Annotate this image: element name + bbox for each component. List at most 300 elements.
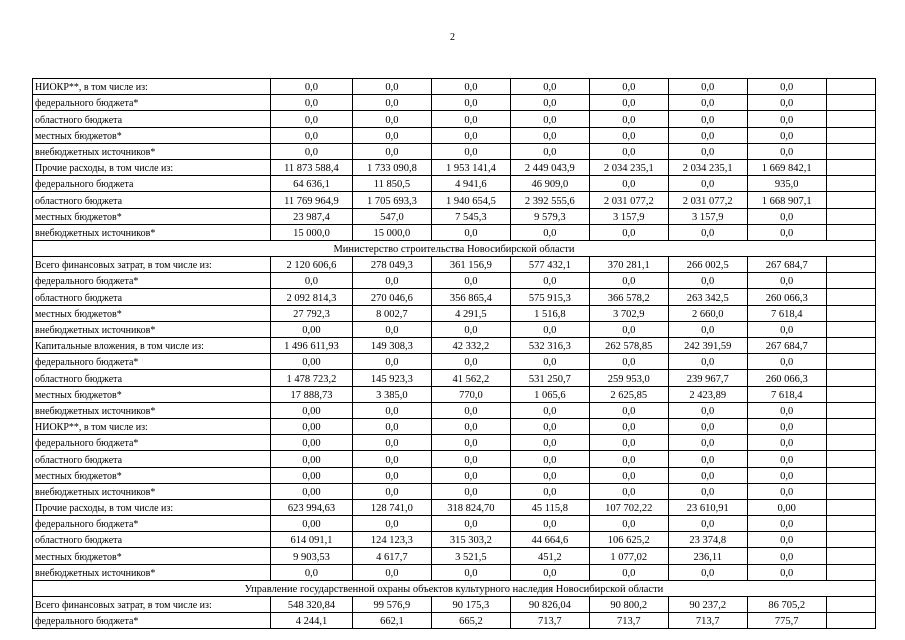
value-cell: 3 157,9: [589, 208, 668, 224]
value-cell: 11 873 588,4: [270, 159, 352, 175]
value-cell: 366 578,2: [589, 289, 668, 305]
value-cell: 0,0: [510, 564, 589, 580]
value-cell: 0,0: [431, 564, 510, 580]
table-row: [33, 79, 876, 95]
value-cell: 0,00: [270, 435, 352, 451]
value-cell: 0,00: [270, 516, 352, 532]
row-label: внебюджетных источников*: [33, 143, 271, 159]
value-cell: 0,0: [668, 176, 747, 192]
empty-cell: [826, 321, 875, 337]
row-label: областного бюджета: [33, 192, 271, 208]
value-cell: 575 915,3: [510, 289, 589, 305]
value-cell: 0,0: [352, 95, 431, 111]
value-cell: 1 065,6: [510, 386, 589, 402]
value-cell: 0,0: [589, 418, 668, 434]
value-cell: 0,0: [431, 435, 510, 451]
value-cell: 713,7: [668, 613, 747, 629]
empty-cell: [826, 483, 875, 499]
value-cell: 0,0: [352, 451, 431, 467]
row-label: федерального бюджета*: [33, 95, 271, 111]
value-cell: 0,0: [747, 273, 826, 289]
table-row: [33, 127, 876, 143]
value-cell: 532 316,3: [510, 338, 589, 354]
value-cell: 0,0: [589, 95, 668, 111]
value-cell: 2 092 814,3: [270, 289, 352, 305]
table-row: [33, 483, 876, 499]
empty-cell: [826, 370, 875, 386]
row-label: областного бюджета: [33, 111, 271, 127]
row-label: внебюджетных источников*: [33, 564, 271, 580]
value-cell: 107 702,22: [589, 499, 668, 515]
value-cell: 0,0: [747, 95, 826, 111]
empty-cell: [826, 111, 875, 127]
value-cell: 90 800,2: [589, 597, 668, 613]
value-cell: 106 625,2: [589, 532, 668, 548]
value-cell: 3 157,9: [668, 208, 747, 224]
value-cell: 0,0: [431, 79, 510, 95]
value-cell: 370 281,1: [589, 257, 668, 273]
value-cell: 0,0: [510, 516, 589, 532]
value-cell: 262 578,85: [589, 338, 668, 354]
value-cell: 8 002,7: [352, 305, 431, 321]
value-cell: 0,00: [270, 483, 352, 499]
empty-cell: [826, 386, 875, 402]
row-label: внебюджетных источников*: [33, 402, 271, 418]
table-row: [33, 208, 876, 224]
empty-cell: [826, 257, 875, 273]
value-cell: 0,0: [589, 224, 668, 240]
value-cell: 1 496 611,93: [270, 338, 352, 354]
value-cell: 0,0: [747, 208, 826, 224]
table-row: [33, 321, 876, 337]
value-cell: 0,0: [747, 402, 826, 418]
empty-cell: [826, 467, 875, 483]
table-row: [33, 402, 876, 418]
value-cell: 1 478 723,2: [270, 370, 352, 386]
value-cell: 665,2: [431, 613, 510, 629]
table-row: [33, 176, 876, 192]
value-cell: 2 392 555,6: [510, 192, 589, 208]
row-label: НИОКР**, в том числе из:: [33, 79, 271, 95]
row-label: Прочие расходы, в том числе из:: [33, 159, 271, 175]
value-cell: 128 741,0: [352, 499, 431, 515]
row-label: федерального бюджета*: [33, 613, 271, 629]
value-cell: 0,0: [352, 143, 431, 159]
value-cell: 27 792,3: [270, 305, 352, 321]
value-cell: 2 031 077,2: [589, 192, 668, 208]
empty-cell: [826, 176, 875, 192]
table-row: [33, 467, 876, 483]
value-cell: 0,00: [270, 418, 352, 434]
value-cell: 23 374,8: [668, 532, 747, 548]
value-cell: 11 769 964,9: [270, 192, 352, 208]
value-cell: 0,0: [747, 79, 826, 95]
section-title: Управление государственной охраны объектов культурного наследия Новосибирской области: [33, 580, 876, 596]
value-cell: 0,0: [747, 127, 826, 143]
value-cell: 263 342,5: [668, 289, 747, 305]
value-cell: 0,0: [431, 273, 510, 289]
value-cell: 0,0: [431, 224, 510, 240]
table-row: [33, 613, 876, 629]
value-cell: 713,7: [510, 613, 589, 629]
row-label: федерального бюджета*: [33, 273, 271, 289]
row-label: областного бюджета: [33, 532, 271, 548]
value-cell: 2 034 235,1: [668, 159, 747, 175]
value-cell: 260 066,3: [747, 370, 826, 386]
value-cell: 1 077,02: [589, 548, 668, 564]
row-label: НИОКР**, в том числе из:: [33, 418, 271, 434]
row-label: федерального бюджета*: [33, 516, 271, 532]
row-label: областного бюджета: [33, 289, 271, 305]
value-cell: 361 156,9: [431, 257, 510, 273]
value-cell: 2 423,89: [668, 386, 747, 402]
value-cell: 0,0: [668, 483, 747, 499]
value-cell: 145 923,3: [352, 370, 431, 386]
value-cell: 0,0: [510, 111, 589, 127]
value-cell: 2 034 235,1: [589, 159, 668, 175]
value-cell: 90 175,3: [431, 597, 510, 613]
value-cell: 614 091,1: [270, 532, 352, 548]
row-label: федерального бюджета*: [33, 435, 271, 451]
value-cell: 23 610,91: [668, 499, 747, 515]
value-cell: 7 618,4: [747, 386, 826, 402]
value-cell: 0,0: [510, 273, 589, 289]
value-cell: 0,0: [431, 354, 510, 370]
value-cell: 935,0: [747, 176, 826, 192]
value-cell: 0,0: [589, 111, 668, 127]
value-cell: 0,0: [510, 467, 589, 483]
value-cell: 0,00: [270, 321, 352, 337]
value-cell: 0,0: [270, 95, 352, 111]
empty-cell: [826, 613, 875, 629]
value-cell: 260 066,3: [747, 289, 826, 305]
row-label: Всего финансовых затрат, в том числе из:: [33, 597, 271, 613]
value-cell: 0,0: [747, 354, 826, 370]
value-cell: 7 618,4: [747, 305, 826, 321]
value-cell: 41 562,2: [431, 370, 510, 386]
value-cell: 531 250,7: [510, 370, 589, 386]
value-cell: 0,0: [352, 127, 431, 143]
value-cell: 1 733 090,8: [352, 159, 431, 175]
table-row: [33, 143, 876, 159]
empty-cell: [826, 224, 875, 240]
value-cell: 0,0: [589, 143, 668, 159]
row-label: Всего финансовых затрат, в том числе из:: [33, 257, 271, 273]
value-cell: 1 953 141,4: [431, 159, 510, 175]
value-cell: 0,0: [352, 111, 431, 127]
table-row: [33, 95, 876, 111]
value-cell: 4 941,6: [431, 176, 510, 192]
value-cell: 770,0: [431, 386, 510, 402]
empty-cell: [826, 354, 875, 370]
value-cell: 86 705,2: [747, 597, 826, 613]
value-cell: 2 031 077,2: [668, 192, 747, 208]
empty-cell: [826, 305, 875, 321]
row-label: местных бюджетов*: [33, 386, 271, 402]
value-cell: 315 303,2: [431, 532, 510, 548]
value-cell: 0,0: [431, 95, 510, 111]
value-cell: 270 046,6: [352, 289, 431, 305]
value-cell: 0,0: [668, 451, 747, 467]
value-cell: 0,0: [510, 483, 589, 499]
value-cell: 0,0: [510, 402, 589, 418]
value-cell: 0,0: [352, 321, 431, 337]
value-cell: 451,2: [510, 548, 589, 564]
value-cell: 90 826,04: [510, 597, 589, 613]
row-label: внебюджетных источников*: [33, 483, 271, 499]
value-cell: 44 664,6: [510, 532, 589, 548]
value-cell: 0,0: [747, 111, 826, 127]
table-row: [33, 257, 876, 273]
value-cell: 17 888,73: [270, 386, 352, 402]
empty-cell: [826, 564, 875, 580]
value-cell: 0,0: [668, 516, 747, 532]
table-row: [33, 516, 876, 532]
page-number: 2: [450, 32, 455, 43]
value-cell: 0,0: [589, 176, 668, 192]
value-cell: 2 660,0: [668, 305, 747, 321]
value-cell: 0,0: [431, 483, 510, 499]
empty-cell: [826, 548, 875, 564]
value-cell: 0,0: [510, 354, 589, 370]
value-cell: 713,7: [589, 613, 668, 629]
table-row: [33, 289, 876, 305]
value-cell: 0,0: [510, 321, 589, 337]
empty-cell: [826, 499, 875, 515]
value-cell: 3 385,0: [352, 386, 431, 402]
value-cell: 0,0: [747, 451, 826, 467]
value-cell: 267 684,7: [747, 338, 826, 354]
value-cell: 278 049,3: [352, 257, 431, 273]
value-cell: 0,0: [352, 483, 431, 499]
value-cell: 0,0: [352, 564, 431, 580]
row-label: Капитальные вложения, в том числе из:: [33, 338, 271, 354]
row-label: местных бюджетов*: [33, 548, 271, 564]
empty-cell: [826, 273, 875, 289]
value-cell: 0,0: [668, 321, 747, 337]
row-label: федерального бюджета: [33, 176, 271, 192]
value-cell: 0,0: [589, 79, 668, 95]
value-cell: 0,0: [747, 532, 826, 548]
value-cell: 267 684,7: [747, 257, 826, 273]
value-cell: 149 308,3: [352, 338, 431, 354]
value-cell: 0,0: [747, 143, 826, 159]
section-header-row: [33, 240, 876, 256]
table-row: [33, 354, 876, 370]
value-cell: 0,0: [668, 79, 747, 95]
value-cell: 0,0: [668, 143, 747, 159]
value-cell: 1 705 693,3: [352, 192, 431, 208]
table-row: [33, 499, 876, 515]
value-cell: 0,0: [589, 483, 668, 499]
row-label: местных бюджетов*: [33, 467, 271, 483]
row-label: внебюджетных источников*: [33, 321, 271, 337]
value-cell: 0,0: [668, 402, 747, 418]
empty-cell: [826, 418, 875, 434]
empty-cell: [826, 127, 875, 143]
value-cell: 775,7: [747, 613, 826, 629]
table-row: [33, 370, 876, 386]
row-label: федерального бюджета*: [33, 354, 271, 370]
value-cell: 0,0: [431, 127, 510, 143]
table-row: [33, 224, 876, 240]
value-cell: 0,0: [589, 354, 668, 370]
table-row: [33, 111, 876, 127]
value-cell: 11 850,5: [352, 176, 431, 192]
table-row: [33, 548, 876, 564]
value-cell: 1 940 654,5: [431, 192, 510, 208]
value-cell: 0,0: [352, 516, 431, 532]
value-cell: 0,00: [270, 402, 352, 418]
value-cell: 0,0: [270, 79, 352, 95]
value-cell: 0,0: [747, 564, 826, 580]
table-row: [33, 273, 876, 289]
table-row: [33, 159, 876, 175]
value-cell: 0,0: [431, 143, 510, 159]
value-cell: 0,0: [510, 435, 589, 451]
value-cell: 4 244,1: [270, 613, 352, 629]
row-label: областного бюджета: [33, 451, 271, 467]
value-cell: 0,0: [431, 402, 510, 418]
value-cell: 4 291,5: [431, 305, 510, 321]
value-cell: 0,0: [747, 516, 826, 532]
value-cell: 0,0: [589, 127, 668, 143]
value-cell: 0,0: [510, 95, 589, 111]
empty-cell: [826, 143, 875, 159]
value-cell: 0,0: [431, 111, 510, 127]
value-cell: 1 668 907,1: [747, 192, 826, 208]
value-cell: 623 994,63: [270, 499, 352, 515]
value-cell: 2 120 606,6: [270, 257, 352, 273]
value-cell: 0,0: [510, 127, 589, 143]
empty-cell: [826, 435, 875, 451]
value-cell: 0,0: [747, 321, 826, 337]
value-cell: 0,0: [589, 467, 668, 483]
row-label: областного бюджета: [33, 370, 271, 386]
value-cell: 0,0: [270, 273, 352, 289]
value-cell: 0,0: [668, 111, 747, 127]
value-cell: 2 625,85: [589, 386, 668, 402]
table-row: [33, 418, 876, 434]
value-cell: 0,0: [668, 273, 747, 289]
budget-table: [32, 78, 876, 629]
table-row: [33, 386, 876, 402]
value-cell: 1 516,8: [510, 305, 589, 321]
value-cell: 0,0: [352, 273, 431, 289]
value-cell: 0,0: [270, 564, 352, 580]
row-label: местных бюджетов*: [33, 208, 271, 224]
value-cell: 0,0: [747, 467, 826, 483]
value-cell: 0,0: [270, 127, 352, 143]
value-cell: 90 237,2: [668, 597, 747, 613]
value-cell: 0,0: [668, 435, 747, 451]
table-row: [33, 305, 876, 321]
value-cell: 46 909,0: [510, 176, 589, 192]
empty-cell: [826, 402, 875, 418]
value-cell: 9 903,53: [270, 548, 352, 564]
value-cell: 0,0: [352, 418, 431, 434]
value-cell: 0,0: [431, 516, 510, 532]
value-cell: 547,0: [352, 208, 431, 224]
row-label: внебюджетных источников*: [33, 224, 271, 240]
empty-cell: [826, 451, 875, 467]
value-cell: 99 576,9: [352, 597, 431, 613]
value-cell: 4 617,7: [352, 548, 431, 564]
value-cell: 0,0: [510, 418, 589, 434]
value-cell: 0,0: [510, 451, 589, 467]
value-cell: 318 824,70: [431, 499, 510, 515]
table-row: [33, 435, 876, 451]
section-header-row: [33, 580, 876, 596]
value-cell: 0,0: [747, 435, 826, 451]
value-cell: 356 865,4: [431, 289, 510, 305]
value-cell: 3 521,5: [431, 548, 510, 564]
value-cell: 0,0: [747, 418, 826, 434]
row-label: Прочие расходы, в том числе из:: [33, 499, 271, 515]
value-cell: 0,0: [431, 321, 510, 337]
value-cell: 0,0: [270, 111, 352, 127]
row-label: местных бюджетов*: [33, 305, 271, 321]
value-cell: 0,0: [431, 467, 510, 483]
value-cell: 0,00: [747, 499, 826, 515]
value-cell: 0,0: [352, 435, 431, 451]
table-row: [33, 532, 876, 548]
value-cell: 0,0: [668, 224, 747, 240]
value-cell: 7 545,3: [431, 208, 510, 224]
value-cell: 577 432,1: [510, 257, 589, 273]
section-title: Министерство строительства Новосибирской области: [33, 240, 876, 256]
value-cell: 0,0: [352, 467, 431, 483]
value-cell: 0,0: [589, 402, 668, 418]
value-cell: 0,0: [589, 564, 668, 580]
value-cell: 0,0: [668, 127, 747, 143]
empty-cell: [826, 192, 875, 208]
value-cell: 45 115,8: [510, 499, 589, 515]
value-cell: 236,11: [668, 548, 747, 564]
value-cell: 0,0: [589, 435, 668, 451]
empty-cell: [826, 516, 875, 532]
table-row: [33, 192, 876, 208]
value-cell: 64 636,1: [270, 176, 352, 192]
row-label: местных бюджетов*: [33, 127, 271, 143]
value-cell: 662,1: [352, 613, 431, 629]
value-cell: 242 391,59: [668, 338, 747, 354]
value-cell: 266 002,5: [668, 257, 747, 273]
value-cell: 0,00: [270, 467, 352, 483]
value-cell: 0,0: [510, 79, 589, 95]
value-cell: 0,0: [431, 451, 510, 467]
table-row: [33, 597, 876, 613]
budget-table-body: [33, 79, 876, 629]
value-cell: 0,0: [589, 321, 668, 337]
value-cell: 0,0: [510, 224, 589, 240]
value-cell: 0,0: [352, 354, 431, 370]
value-cell: 0,0: [668, 354, 747, 370]
value-cell: 9 579,3: [510, 208, 589, 224]
value-cell: 15 000,0: [352, 224, 431, 240]
value-cell: 548 320,84: [270, 597, 352, 613]
table-row: [33, 564, 876, 580]
empty-cell: [826, 289, 875, 305]
empty-cell: [826, 597, 875, 613]
empty-cell: [826, 208, 875, 224]
value-cell: 15 000,0: [270, 224, 352, 240]
value-cell: 239 967,7: [668, 370, 747, 386]
value-cell: 0,0: [668, 564, 747, 580]
value-cell: 0,0: [589, 451, 668, 467]
empty-cell: [826, 79, 875, 95]
value-cell: 124 123,3: [352, 532, 431, 548]
